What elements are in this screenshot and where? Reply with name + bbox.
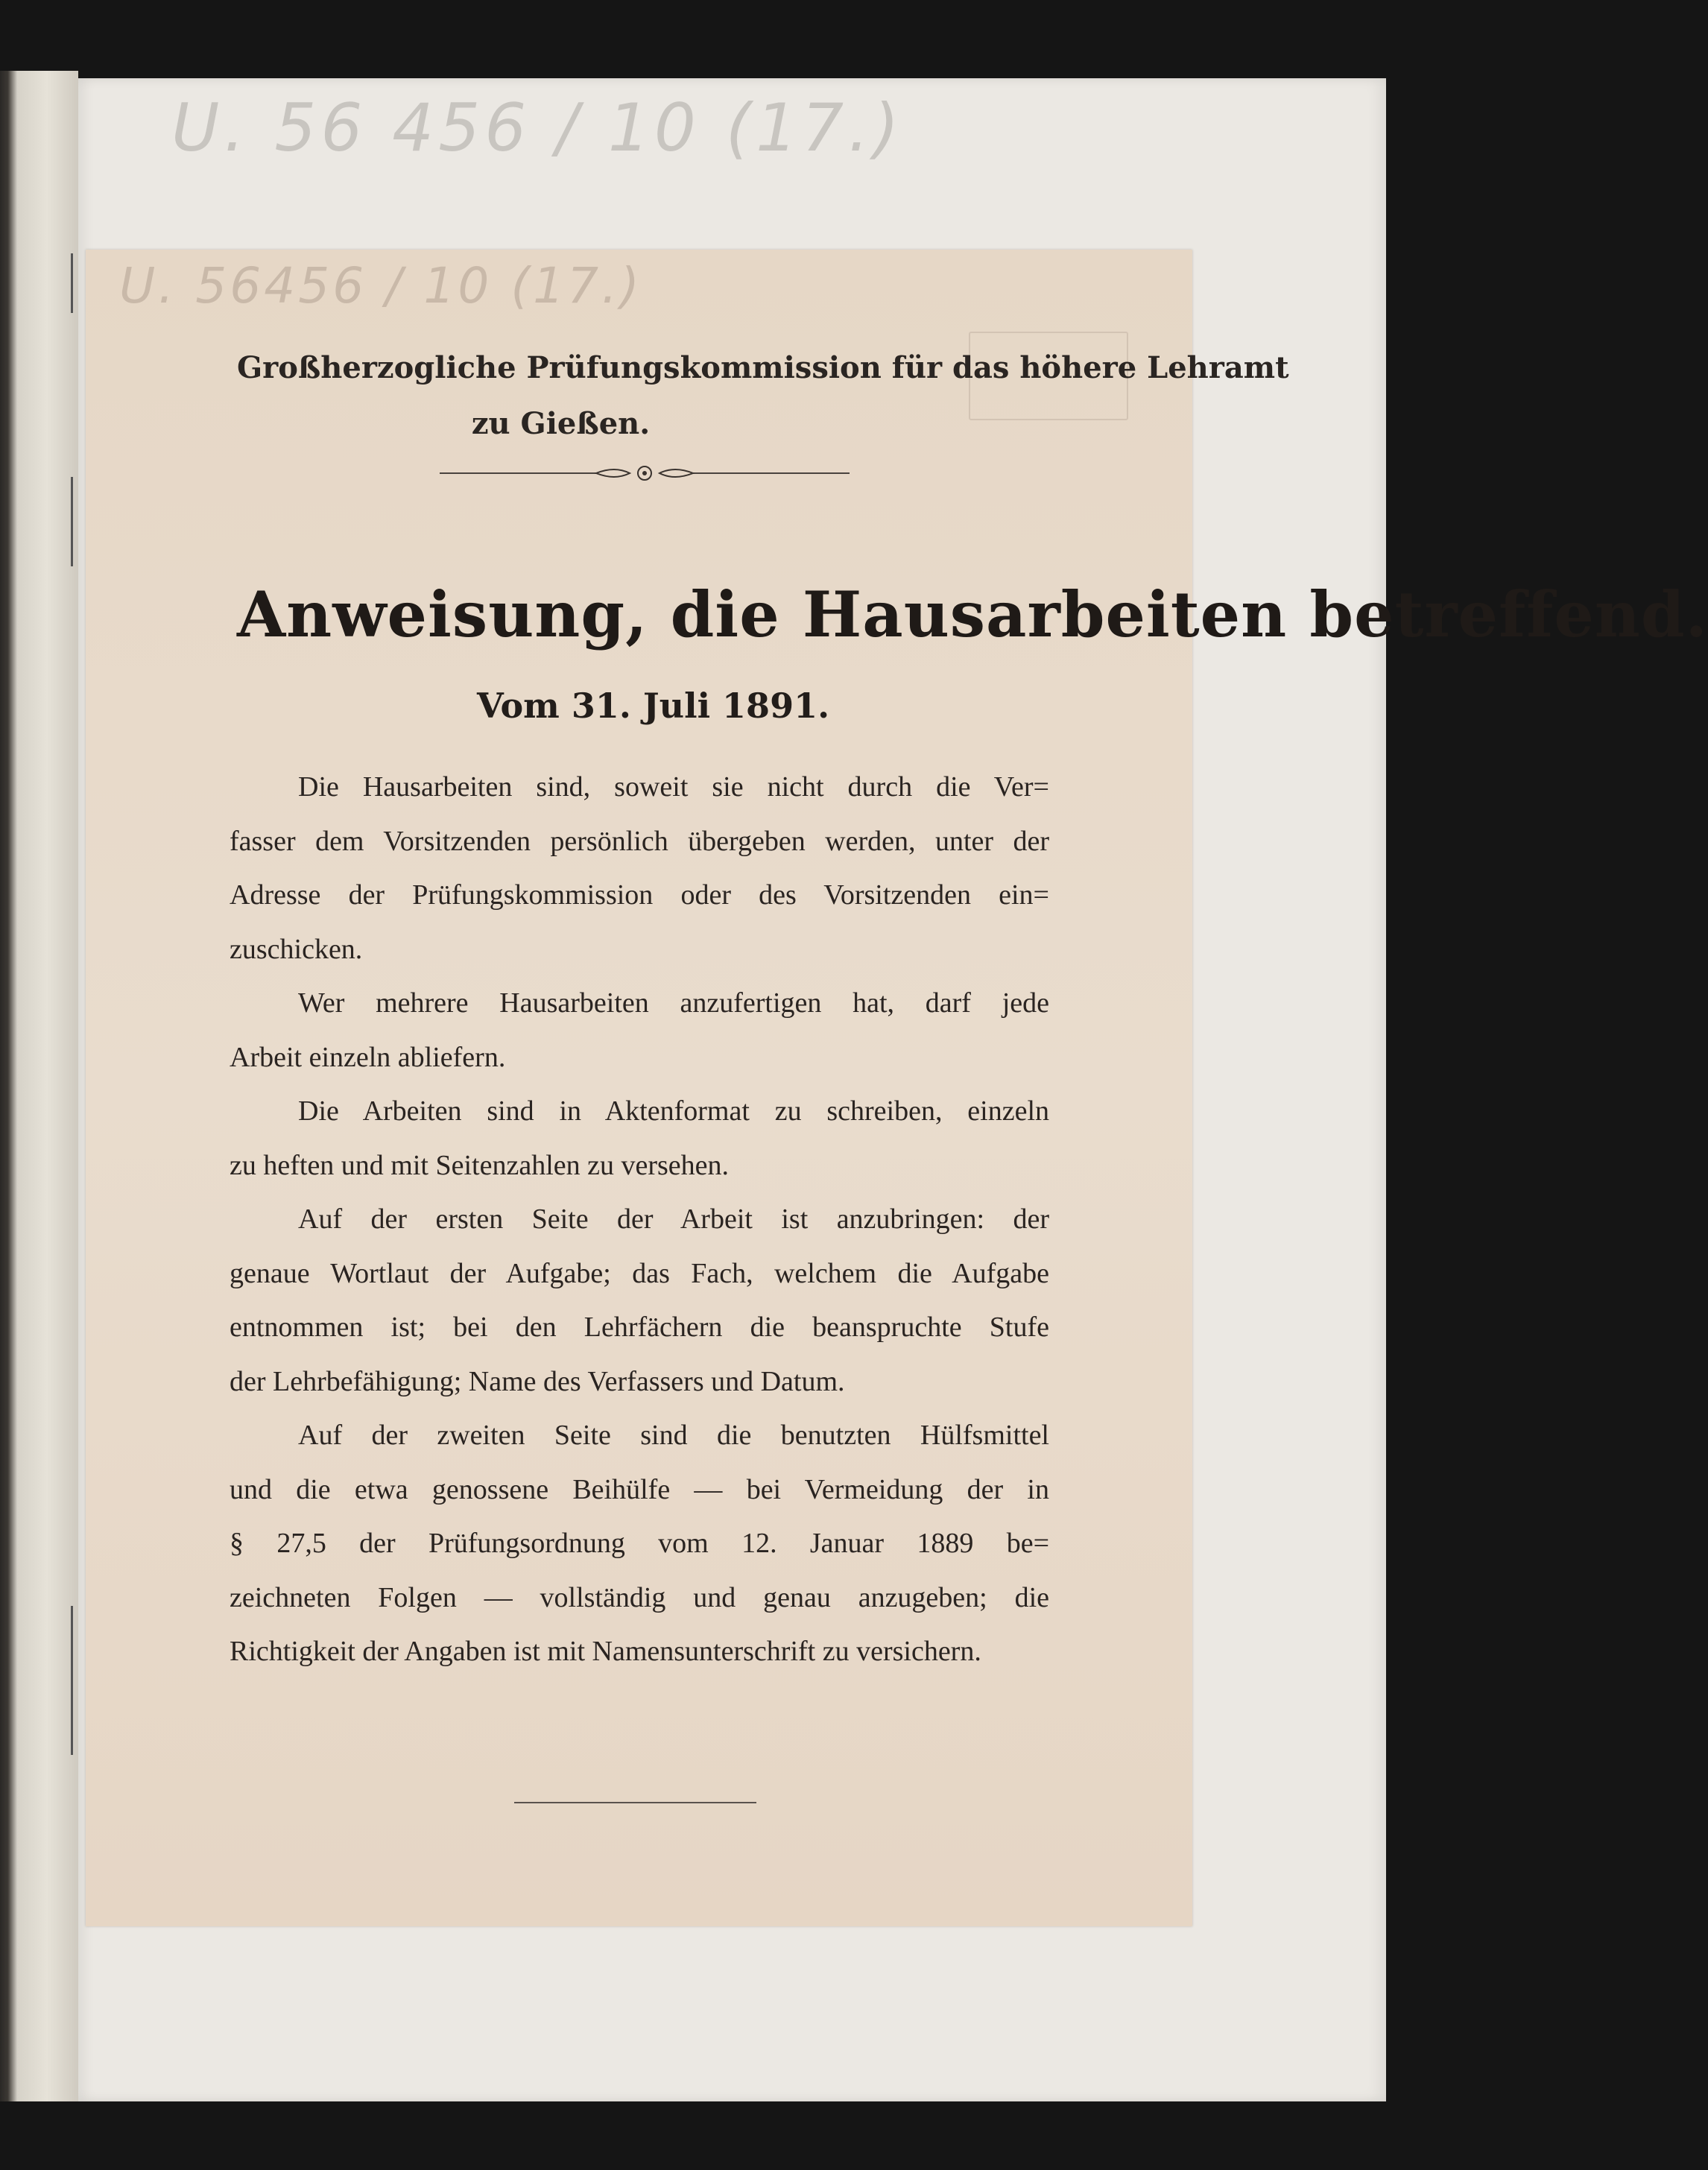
text-line: Wer mehrere Hausarbeiten anzufertigen hat, darf jede [298, 987, 1049, 1019]
text-line: und die etwa genossene Beihülfe — bei Vermeidung der in [230, 1473, 1049, 1505]
edge-rule [71, 1606, 73, 1755]
document-title: Anweisung, die Hausarbeiten betreffend. [237, 578, 1708, 651]
ornament-divider [440, 462, 850, 484]
text-line: Die Arbeiten sind in Aktenformat zu schreiben, einzeln [298, 1095, 1049, 1127]
text-line: zuschicken. [230, 933, 363, 965]
text-line: fasser dem Vorsitzenden persönlich übergeben werden, unter der [230, 825, 1049, 857]
book-edge [0, 71, 78, 2101]
edge-rule [71, 477, 73, 566]
commission-heading: Großherzogliche Prüfungskommission für das höhere Lehramt [237, 350, 1289, 385]
text-line: Die Hausarbeiten sind, soweit sie nicht durch die Ver= [298, 771, 1049, 803]
shelfmark-pencil: U. 56 456 / 10 (17.) [171, 89, 904, 166]
text-line: § 27,5 der Prüfungsordnung vom 12. Januar 1889 be= [230, 1528, 1049, 1559]
text-line: zeichneten Folgen — vollständig und genau anzugeben; die [230, 1581, 1049, 1613]
text-line: der Lehrbefähigung; Name des Verfassers und Datum. [230, 1365, 845, 1397]
text-line: Arbeit einzeln abliefern. [230, 1041, 506, 1073]
text-line: Richtigkeit der Angaben ist mit Namensunterschrift zu versichern. [230, 1636, 981, 1667]
text-line: Adresse der Prüfungskommission oder des Vorsitzenden ein= [230, 879, 1049, 911]
commission-location: zu Gießen. [471, 406, 651, 441]
body-text [230, 760, 1049, 1679]
edge-rule [71, 253, 73, 313]
text-line: Auf der ersten Seite der Arbeit ist anzubringen: der [298, 1203, 1049, 1235]
shelfmark-pencil-small: U. 56456 / 10 (17.) [119, 257, 642, 314]
text-line: entnommen ist; bei den Lehrfächern die beanspruchte Stufe [230, 1312, 1049, 1343]
document-date: Vom 31. Juli 1891. [477, 686, 830, 726]
text-line: zu heften und mit Seitenzahlen zu versehen. [230, 1149, 730, 1181]
text-line: genaue Wortlaut der Aufgabe; das Fach, welchem die Aufgabe [230, 1257, 1049, 1289]
end-rule [514, 1802, 756, 1803]
text-line: Auf der zweiten Seite sind die benutzten Hülfsmittel [298, 1420, 1049, 1451]
